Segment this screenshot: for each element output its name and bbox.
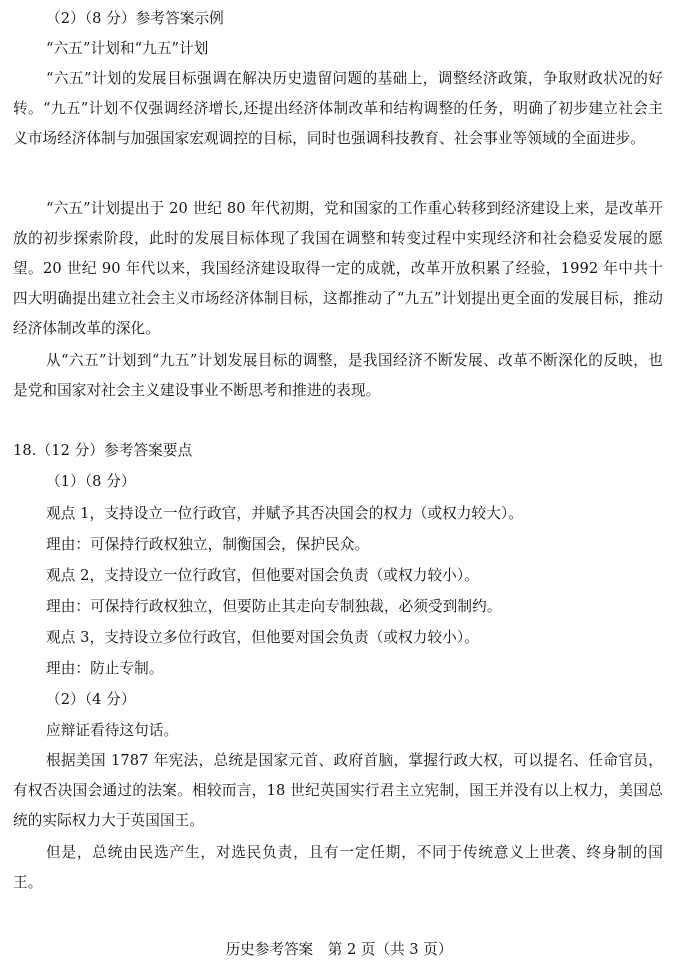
q2-paragraph-2: “六五”计划提出于 20 世纪 80 年代初期，党和国家的工作重心转移到经济建设上来，是改革开放的初步探索阶段，此时的发展目标体现了我国在调整和转变过程中实现经济和社会稳妥发展的愿望。20 世纪 90 年代以来，我国经济建设取得一定的成就，改革开放积累了经验，1992 年中共十四大明确提出建立社会主义市场经济体制目标，这都推动了“九五”计划提出更全面的发展目标，推动经济体制改革的深化。 [13, 200, 663, 337]
q18-part1-header: （1）（8 分） [46, 473, 136, 490]
viewpoint-1: 观点 1，支持设立一位行政官，并赋予其否决国会的权力（或权力较大）。 [46, 505, 524, 522]
q2-paragraph-1: “六五”计划的发展目标强调在解决历史遗留问题的基础上，调整经济政策，争取财政状况的好转。“九五”计划不仅强调经济增长,还提出经济体制改革和结构调整的任务，明确了初步建立社会主义市场经济体制与加强国家宏观调控的目标，同时也强调科技教育、社会事业等领域的全面进步。 [13, 70, 663, 147]
page-footer: 历史参考答案 第 2 页（共 3 页） [225, 941, 453, 958]
q2-paragraph-3: 从“六五”计划到“九五”计划发展目标的调整，是我国经济不断发展、改革不断深化的反映，也是党和国家对社会主义建设事业不断思考和推进的表现。 [13, 352, 663, 399]
q18-part2-line: 应辩证看待这句话。 [46, 722, 179, 739]
reason-3: 理由：防止专制。 [46, 660, 164, 677]
q18-header: 18.（12 分）参考答案要点 [13, 442, 193, 459]
q18-part2-paragraph-2: 但是，总统由民选产生，对选民负责，且有一定任期，不同于传统意义上世袭、终身制的国王。 [13, 844, 663, 891]
q18-part2-paragraph-1: 根据美国 1787 年宪法，总统是国家元首、政府首脑，掌握行政大权，可以提名、任命官员，有权否决国会通过的法案。相较而言，18 世纪英国实行君主立宪制，国王并没有以上权力，美国总统的实际权力大于英国国王。 [13, 752, 663, 829]
viewpoint-3: 观点 3，支持设立多位行政官，但他要对国会负责（或权力较小）。 [46, 629, 479, 646]
viewpoint-2: 观点 2，支持设立一位行政官，但他要对国会负责（或权力较小）。 [46, 567, 479, 584]
q2-title: “六五”计划和“九五”计划 [46, 40, 209, 57]
q18-part2-header: （2）（4 分） [46, 691, 136, 708]
reason-1: 理由：可保持行政权独立，制衡国会，保护民众。 [46, 536, 370, 553]
q2-header: （2）（8 分）参考答案示例 [46, 10, 224, 27]
reason-2: 理由：可保持行政权独立，但要防止其走向专制独裁，必须受到制约。 [46, 598, 502, 615]
